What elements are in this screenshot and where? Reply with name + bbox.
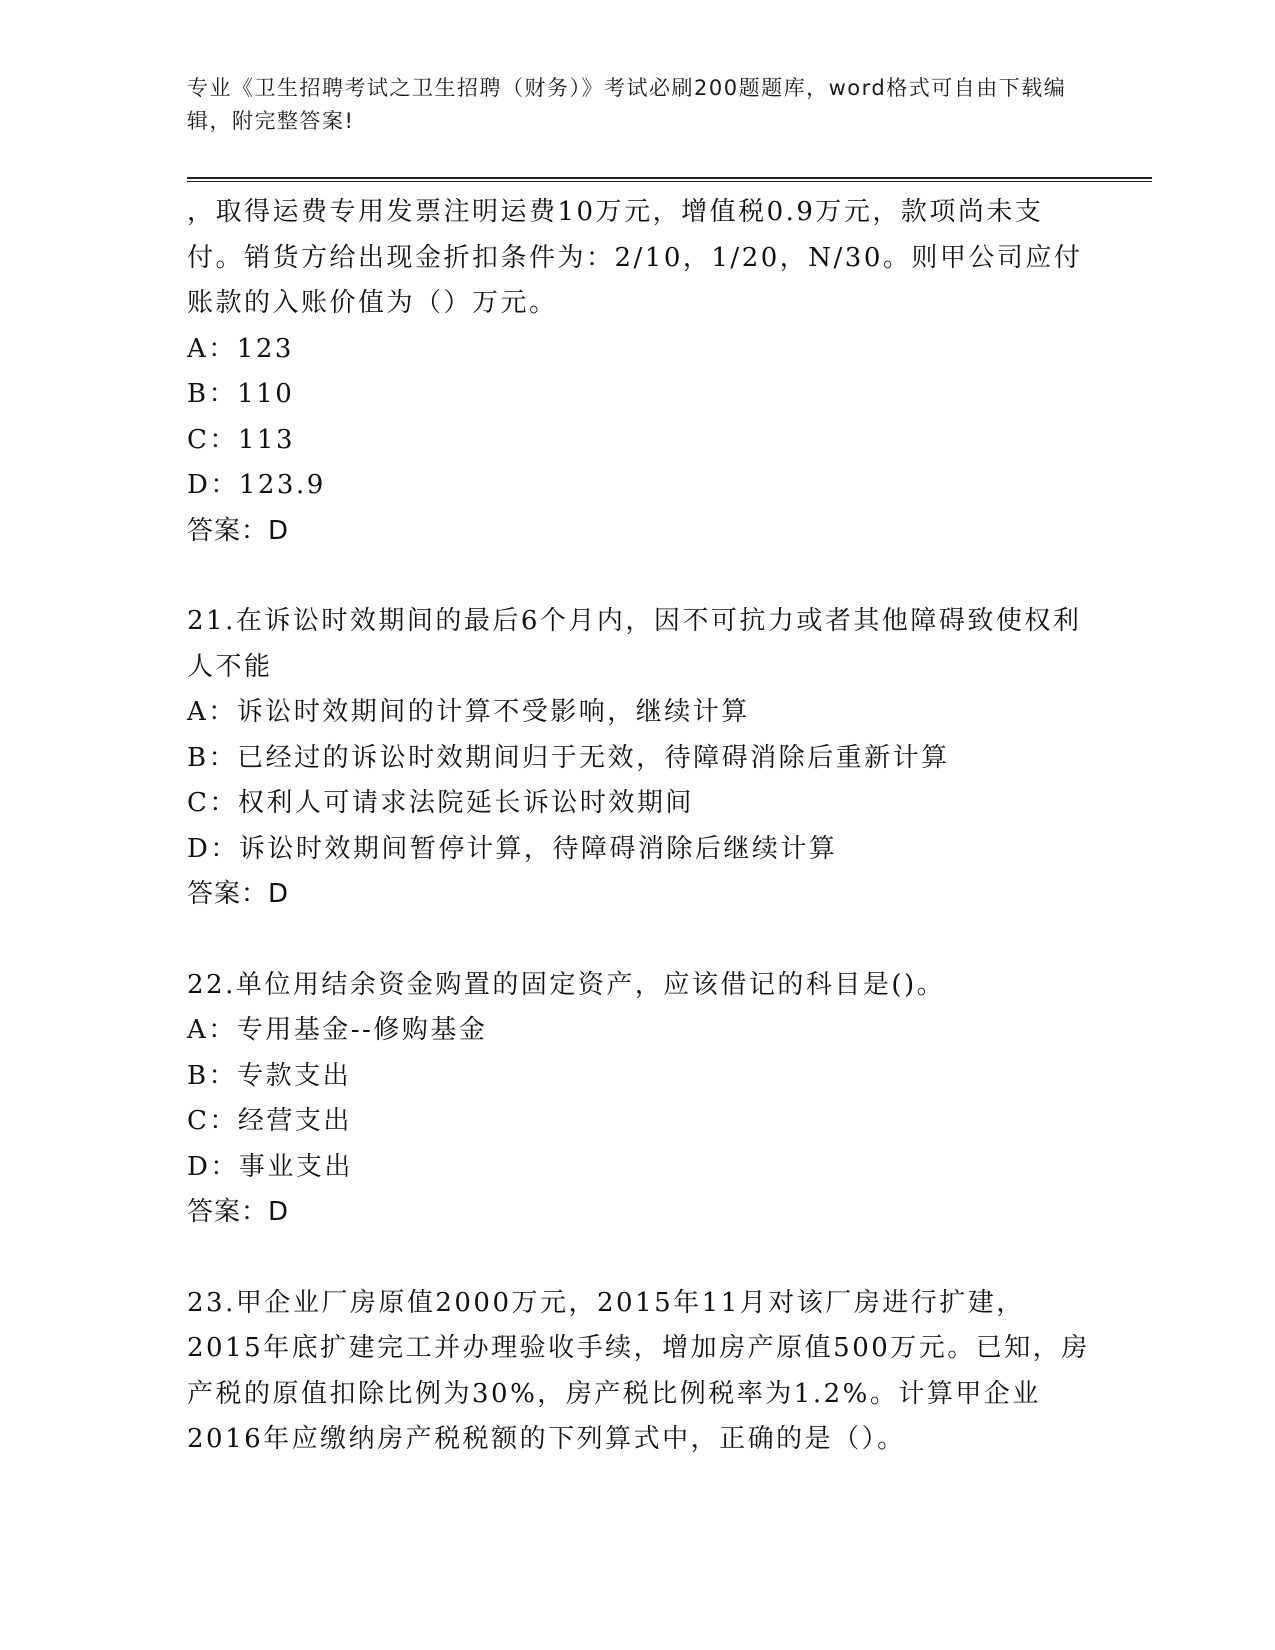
answer-line: 答案：D <box>187 1197 290 1227</box>
option-a: A：专用基金--修购基金 <box>187 1015 488 1045</box>
answer-line: 答案：D <box>187 515 290 546</box>
option-c: C：113 <box>187 424 296 455</box>
option-b: B：已经过的诉讼时效期间归于无效，待障碍消除后重新计算 <box>187 742 950 773</box>
option-a: A：诉讼时效期间的计算不受影响，继续计算 <box>187 697 750 727</box>
document-header: 专业《卫生招聘考试之卫生招聘（财务）》考试必刷200题题库，word格式可自由下载编辑，附完整答案! <box>187 76 1067 133</box>
option-d: D：事业支出 <box>187 1151 353 1182</box>
option-c: C：经营支出 <box>187 1106 352 1136</box>
spacer <box>187 554 1097 599</box>
question-20-tail <box>187 190 1097 554</box>
question-22 <box>187 963 1097 1236</box>
option-b: B：110 <box>187 379 295 409</box>
option-d: D：123.9 <box>187 470 326 500</box>
spacer <box>187 1236 1097 1281</box>
option-a: A：123 <box>187 333 294 364</box>
document-body <box>187 190 1097 1463</box>
answer-line: 答案：D <box>187 879 290 909</box>
question-text: 21.在诉讼时效期间的最后6个月内，因不可抗力或者其他障碍致使权利人不能 <box>187 606 1082 682</box>
spacer <box>187 918 1097 963</box>
header-divider <box>187 177 1152 182</box>
option-b: B：专款支出 <box>187 1060 352 1091</box>
question-21 <box>187 599 1097 918</box>
question-23 <box>187 1281 1097 1463</box>
question-text: 23.甲企业厂房原值2000万元，2015年11月对该厂房进行扩建，2015年底扩建完工并办理验收手续，增加房产原值500万元。已知，房产税的原值扣除比例为30%，房产税比例税率为1.2%。计算甲企业2016年应缴纳房产税税额的下列算式中，正确的是（）。 <box>187 1287 1090 1454</box>
question-text: ，取得运费专用发票注明运费10万元，增值税0.9万元，款项尚未支付。销货方给出现金折扣条件为：2/10，1/20，N/30。则甲公司应付账款的入账价值为（）万元。 <box>187 197 1083 318</box>
option-c: C：权利人可请求法院延长诉讼时效期间 <box>187 788 694 818</box>
question-text: 22.单位用结余资金购置的固定资产，应该借记的科目是()。 <box>187 969 946 1000</box>
option-d: D：诉讼时效期间暂停计算，待障碍消除后继续计算 <box>187 833 838 864</box>
